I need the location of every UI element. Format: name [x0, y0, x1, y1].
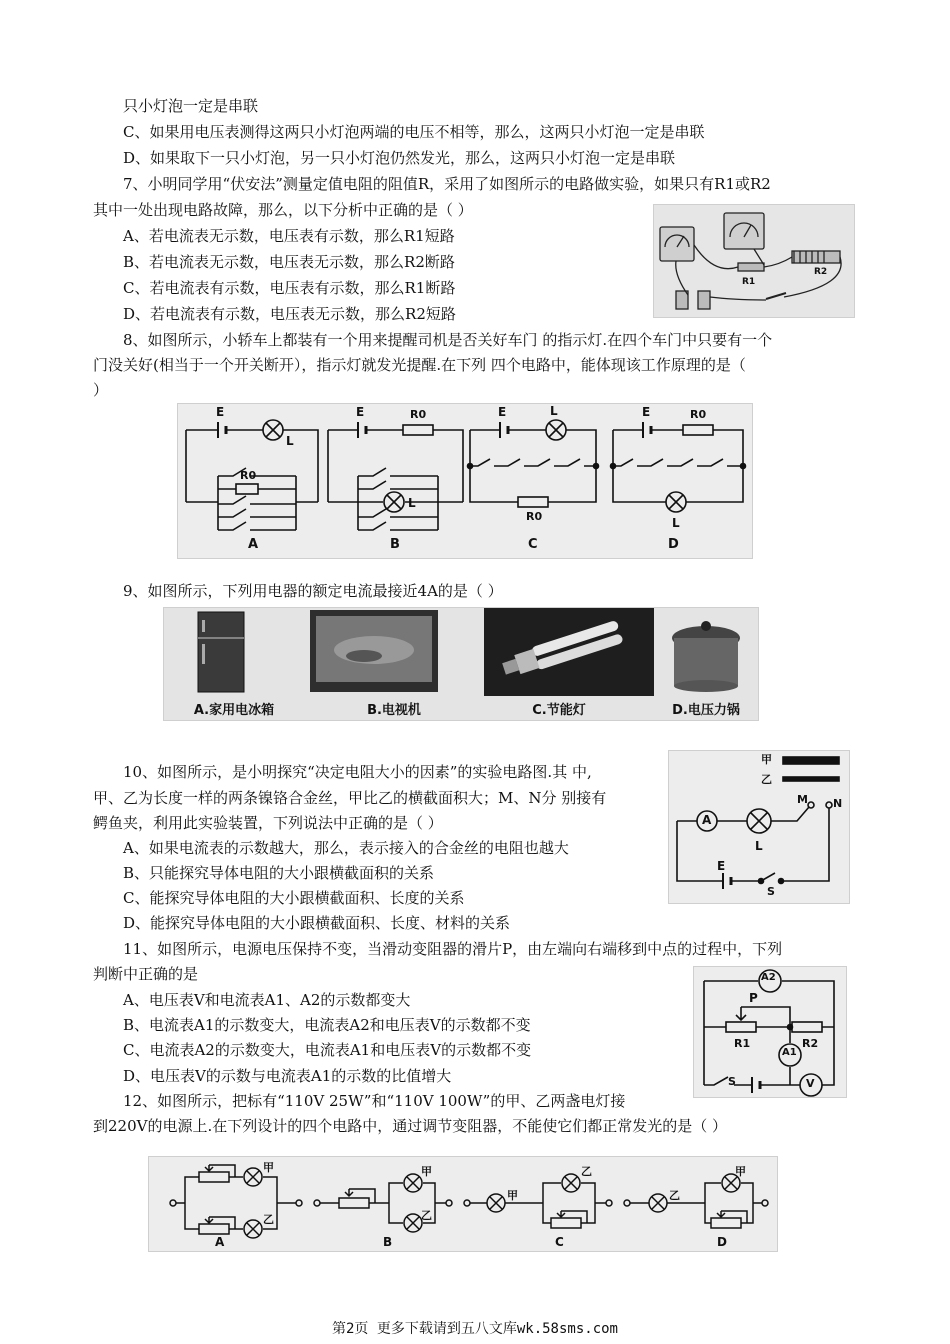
circuit-d	[611, 422, 746, 512]
question-10-cont: 甲、乙为长度一样的两条镍铬合金丝，甲比乙的横截面积大；M、N分 别接有	[93, 789, 607, 807]
switch-label: S	[728, 1075, 736, 1088]
r2-label: R2	[814, 267, 828, 277]
label-r0: R0	[526, 510, 543, 523]
switch-label: S	[767, 885, 775, 898]
q11-option-a: A、电压表V和电流表A1、A2的示数都变大	[123, 991, 411, 1009]
r1-label: R1	[742, 277, 756, 287]
label-l: L	[408, 496, 416, 510]
label-e: E	[356, 405, 365, 419]
label-circuit-c: C	[528, 537, 538, 552]
q7-option-c: C、若电流表有示数，电压表有示数，那么R1断路	[123, 279, 456, 297]
caption-pressure-cooker: D.电压力锅	[672, 703, 740, 718]
tv-photo	[304, 608, 484, 696]
circuit-a	[170, 1165, 302, 1238]
label-jia: 甲	[735, 1165, 746, 1178]
text-line: 只小灯泡一定是串联	[123, 97, 259, 115]
option-c: C、如果用电压表测得这两只小灯泡两端的电压不相等，那么，这两只小灯泡一定是串联	[123, 123, 705, 141]
circuit-c	[468, 420, 599, 507]
q10-option-c: C、能探究导体电阻的大小跟横截面积、长度的关系	[123, 889, 465, 907]
question-7: 7、小明同学用“伏安法”测量定值电阻的阻值R，采用了如图所示的电路做实验，如果只有R1或R2	[123, 175, 771, 193]
q11-option-b: B、电流表A1的示数变大，电流表A2和电压表V的示数都不变	[123, 1016, 531, 1034]
label-yi: 乙	[581, 1165, 592, 1178]
label-jia: 甲	[421, 1165, 432, 1178]
label-yi: 乙	[263, 1213, 274, 1226]
question-11-cont: 判断中正确的是	[93, 965, 199, 983]
label-jia: 甲	[761, 753, 772, 766]
label-l: L	[286, 434, 294, 448]
caption-fridge: A.家用电冰箱	[193, 703, 275, 718]
label-yi: 乙	[761, 773, 772, 786]
lamp-label: L	[755, 839, 763, 853]
q10-option-d: D、能探究导体电阻的大小跟横截面积、长度、材料的关系	[123, 914, 511, 932]
circuit-b	[328, 422, 463, 530]
label-m: M	[797, 793, 808, 806]
q7-option-b: B、若电流表无示数，电压表无示数，那么R2断路	[123, 253, 455, 271]
circuit-d	[624, 1174, 768, 1228]
label-e: E	[498, 405, 507, 419]
figure-7-apparatus	[653, 204, 855, 318]
label-e: E	[216, 405, 225, 419]
label-r0: R0	[410, 408, 427, 421]
label-circuit-a: A	[215, 1235, 225, 1249]
figure-9-appliances	[163, 607, 759, 721]
label-circuit-b: B	[390, 537, 400, 552]
label-yi: 乙	[669, 1189, 680, 1202]
label-r0: R0	[690, 408, 707, 421]
figure-12-circuits	[148, 1156, 778, 1252]
lamp-photo	[484, 608, 654, 696]
figure-8-circuits	[177, 403, 753, 559]
q7-option-a: A、若电流表无示数，电压表有示数，那么R1短路	[123, 227, 455, 245]
label-circuit-b: B	[383, 1235, 393, 1249]
question-8-cont: 门没关好(相当于一个开关断开），指示灯就发光提醒.在下列 四个电路中，能体现该工作原理的是（	[93, 356, 746, 374]
question-12: 12、如图所示，把标有“110V 25W”和“110V 100W”的甲、乙两盏电灯接	[123, 1092, 626, 1110]
q11-option-d: D、电压表V的示数与电流表A1的示数的比值增大	[123, 1067, 452, 1085]
circuit-c	[464, 1174, 612, 1228]
label-r0: R0	[240, 469, 257, 482]
label-jia: 甲	[507, 1189, 518, 1202]
caption-lamp: C.节能灯	[532, 703, 586, 718]
label-circuit-a: A	[248, 537, 259, 552]
figure-11-circuit	[693, 966, 847, 1098]
q7-option-d: D、若电流表有示数，电压表无示数，那么R2短路	[123, 305, 456, 323]
question-7-cont: 其中一处出现电路故障，那么，以下分析中正确的是（ ）	[93, 201, 473, 219]
question-8-paren: ）	[93, 381, 109, 399]
figure-10-circuit	[668, 750, 850, 904]
question-11: 11、如图所示，电源电压保持不变，当滑动变阻器的滑片P，由左端向右端移到中点的过程中，下列	[123, 940, 783, 958]
page-footer: 第2页 更多下载请到五八文库wk.58sms.com	[331, 1321, 618, 1337]
slider-p-label: P	[749, 991, 758, 1005]
q10-option-a: A、如果电流表的示数越大，那么，表示接入的合金丝的电阻也越大	[123, 839, 569, 857]
question-9: 9、如图所示，下列用电器的额定电流最接近4A的是（ ）	[123, 582, 503, 600]
label-l: L	[550, 404, 558, 418]
ammeter-label: A	[702, 813, 712, 827]
voltmeter-label: V	[806, 1077, 815, 1090]
pressure-cooker-photo	[654, 608, 758, 696]
label-circuit-d: D	[717, 1235, 727, 1249]
circuit-b	[314, 1174, 452, 1232]
caption-tv: B.电视机	[367, 703, 421, 718]
label-e: E	[642, 405, 651, 419]
label-circuit-d: D	[668, 537, 679, 552]
label-n: N	[833, 797, 843, 810]
label-l: L	[672, 516, 680, 530]
q11-option-c: C、电流表A2的示数变大，电流表A1和电压表V的示数都不变	[123, 1041, 532, 1059]
label-jia: 甲	[263, 1161, 274, 1174]
fridge-photo	[164, 608, 304, 696]
question-12-cont: 到220V的电源上.在下列设计的四个电路中，通过调节变阻器，不能使它们都正常发光的是（ ）	[93, 1117, 728, 1135]
label-circuit-c: C	[555, 1235, 564, 1249]
ammeter-a1-label: A1	[782, 1047, 797, 1058]
q10-option-b: B、只能探究导体电阻的大小跟横截面积的关系	[123, 864, 435, 882]
r2-label: R2	[802, 1037, 819, 1050]
label-yi: 乙	[421, 1209, 432, 1222]
question-10: 10、如图所示，是小明探究“决定电阻大小的因素”的实验电路图.其 中,	[123, 763, 592, 781]
battery-label: E	[717, 859, 726, 873]
option-d: D、如果取下一只小灯泡，另一只小灯泡仍然发光，那么，这两只小灯泡一定是串联	[123, 149, 676, 167]
ammeter-a2-label: A2	[761, 972, 776, 983]
r1-label: R1	[734, 1037, 751, 1050]
question-10-cont2: 鳄鱼夹，利用此实验装置，下列说法中正确的是（ ）	[93, 814, 443, 832]
question-8: 8、如图所示，小轿车上都装有一个用来提醒司机是否关好车门 的指示灯.在四个车门中只要有一个	[123, 331, 773, 349]
